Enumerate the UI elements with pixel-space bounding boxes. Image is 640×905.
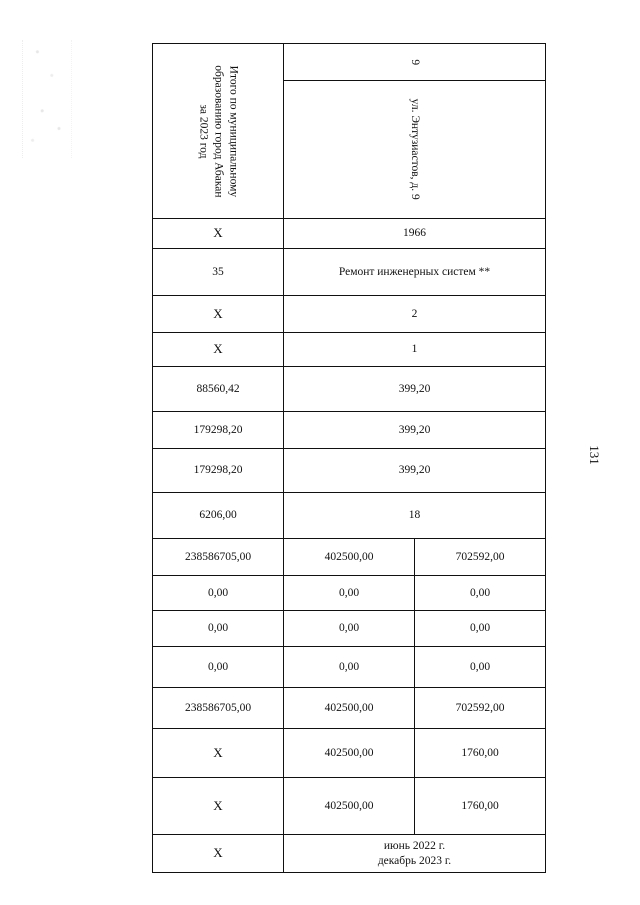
date-range: июнь 2022 г. декабрь 2023 г. <box>377 840 452 867</box>
header-address: ул. Энтузиастов, д. 9 <box>408 98 421 201</box>
row-cell-right: 399,20 <box>283 411 546 449</box>
row-cell-left: X <box>152 728 284 778</box>
page-number-text: 131 <box>587 445 602 465</box>
row-cell-mid: 402500,00 <box>283 728 415 778</box>
row-cell-mid: 402500,00 <box>283 538 415 576</box>
row-cell-left: 179298,20 <box>152 448 284 493</box>
row-cell-left: X <box>152 332 284 367</box>
row-cell-left: X <box>152 834 284 873</box>
row-cell-right: 1760,00 <box>414 728 546 778</box>
row-cell-right: 2 <box>283 295 546 333</box>
header-address-cell <box>283 80 546 219</box>
scan-artifact <box>22 40 72 158</box>
row-cell-mid: 402500,00 <box>283 687 415 729</box>
header-total-cell <box>152 43 284 219</box>
row-cell-mid: 0,00 <box>283 610 415 647</box>
row-cell-right: 1 <box>283 332 546 367</box>
row-cell-left: X <box>152 295 284 333</box>
header-row-number: 9 <box>408 59 421 65</box>
row-cell-right: 1966 <box>283 218 546 249</box>
row-cell-mid: 0,00 <box>283 646 415 688</box>
data-table <box>152 43 546 873</box>
row-cell-left: 238586705,00 <box>152 687 284 729</box>
row-cell-right: 1760,00 <box>414 777 546 835</box>
row-cell-right: 18 <box>283 492 546 539</box>
row-cell-mid: 402500,00 <box>283 777 415 835</box>
row-cell-left: 0,00 <box>152 575 284 611</box>
row-cell-right <box>283 834 546 873</box>
row-cell-left: X <box>152 777 284 835</box>
row-cell-left: 0,00 <box>152 646 284 688</box>
row-cell-left: 179298,20 <box>152 411 284 449</box>
row-cell-right: 702592,00 <box>414 538 546 576</box>
row-cell-left: 88560,42 <box>152 366 284 412</box>
row-cell-right: 0,00 <box>414 575 546 611</box>
row-cell-left: 35 <box>152 248 284 296</box>
row-cell-left: 0,00 <box>152 610 284 647</box>
row-cell-left: 238586705,00 <box>152 538 284 576</box>
row-cell-right: 399,20 <box>283 448 546 493</box>
row-cell-right: 0,00 <box>414 610 546 647</box>
row-cell-right: 399,20 <box>283 366 546 412</box>
row-cell-left: 6206,00 <box>152 492 284 539</box>
page-number <box>584 440 604 470</box>
row-cell-right: 702592,00 <box>414 687 546 729</box>
row-cell-right: 0,00 <box>414 646 546 688</box>
row-cell-mid: 0,00 <box>283 575 415 611</box>
row-cell-left: X <box>152 218 284 249</box>
header-total-label: Итого по муниципальному образованию город Абакан за 2023 год <box>197 64 240 198</box>
row-cell-right: Ремонт инженерных систем ** <box>283 248 546 296</box>
header-row-number-cell <box>283 43 546 81</box>
